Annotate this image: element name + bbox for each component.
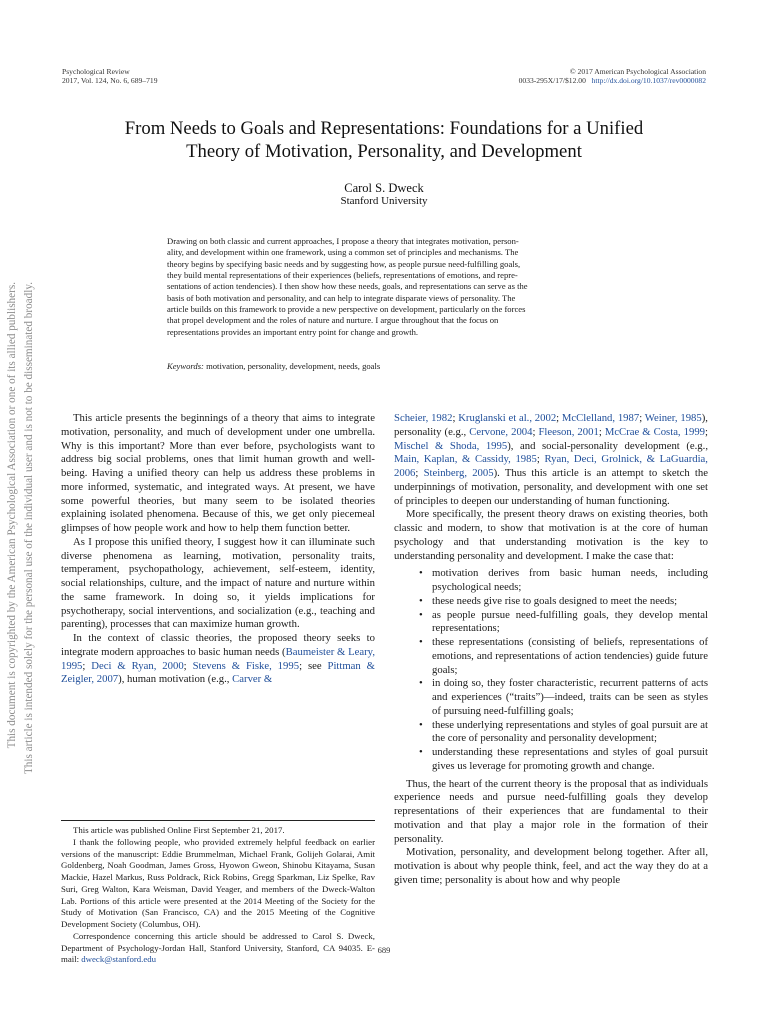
- title-line-1: From Needs to Goals and Representations: Foundations for a Unified: [124, 118, 644, 139]
- citation-link[interactable]: Cervone, 2004: [469, 425, 533, 438]
- text-run: Correspondence concerning this article should be addressed to Carol S. Dweck, Department of Psychology-Jordan Hall, Stanford University, Stanford, CA 94035. E-mail:: [61, 930, 375, 965]
- text-run: ), personality (e.g.,: [394, 412, 708, 438]
- citation-link[interactable]: Baumeister & Leary, 1995: [61, 645, 375, 672]
- footnote-divider: [61, 820, 375, 821]
- keywords: [167, 361, 601, 371]
- bullet-item: [394, 567, 708, 595]
- text-run: ;: [183, 659, 193, 672]
- bullet-icon: •: [419, 608, 423, 621]
- abstract-line: Drawing on both classic and current approaches, I propose a theory that integrates motivation, person-: [167, 236, 519, 246]
- footnote-acknowledgments: I thank the following people, who provided extremely helpful feedback on earlier versions of the manuscript: Eddie Brummelman, Michael Frank, Golijeh Golarai, Amit Goldenberg, Noah Goodman, James Gross, Hyowon Gweon, Shinobu Kitayama, Susan Mackie, Hazel Markus, Russ Poldrack, Rick Robins, Gregg Sparkman, Liz Spelke, Rav Suri, Greg Walton, Kara Weisman, David Yeager, and members of the Dweck-Walton Lab. Portions of this article were presented at the 2014 Meeting of the Society for the Study of Motivation (San Francisco, CA) and the 2015 Meeting of the Cognitive Development Society (Columbus, OH).: [61, 836, 375, 929]
- abstract: [167, 236, 601, 338]
- bullet-icon: •: [419, 594, 423, 607]
- citation-link[interactable]: Fleeson, 2001: [538, 425, 599, 438]
- keywords-text: motivation, personality, development, needs, goals: [203, 361, 381, 371]
- bullet-item: [394, 719, 708, 747]
- abstract-line: theory begins by specifying basic needs and by suggesting how, as people pursue need-fulfilling goals,: [167, 258, 521, 269]
- bullet-item: [394, 636, 708, 677]
- citation-link[interactable]: Carver &: [232, 673, 273, 686]
- abstract-line: sentations of action tendencies). I then show how these needs, goals, and representations can serve as the: [167, 281, 528, 292]
- author-affiliation: Stanford University: [340, 195, 428, 207]
- text-run: ;: [415, 467, 424, 479]
- bullet-text: these needs give rise to goals designed to meet the needs;: [432, 594, 678, 607]
- bullet-icon: •: [419, 677, 423, 690]
- citation-link[interactable]: Scheier, 1982: [394, 412, 453, 424]
- title-line-2: Theory of Motivation, Personality, and Development: [186, 141, 582, 162]
- text-run: ;: [598, 425, 605, 438]
- abstract-line: representations provides an important entry point for change and growth.: [167, 326, 419, 337]
- body-paragraph: Motivation, personality, and development belong together. After all, motivation is about why people think, feel, and act the way they do at a given time; personality is about how and why people: [394, 846, 708, 886]
- text-run: ;: [639, 412, 645, 424]
- running-header-left: [62, 67, 158, 85]
- citation-link[interactable]: Weiner, 1985: [644, 412, 702, 424]
- text-run: ;: [82, 659, 92, 672]
- citation-link[interactable]: Deci & Ryan, 2000: [91, 659, 184, 672]
- abstract-line: basis of both motivation and personality, and can help to integrate disparate views of personality. The: [167, 292, 516, 303]
- citation-link[interactable]: Stevens & Fiske, 1995: [192, 659, 300, 672]
- body-column-left: [61, 412, 375, 687]
- body-paragraph: [394, 412, 708, 508]
- citation-link[interactable]: Main, Kaplan, & Cassidy, 1985: [394, 453, 537, 466]
- claims-bullet-list: [394, 567, 708, 773]
- bullet-item: [394, 595, 708, 609]
- body-column-right: [394, 412, 708, 888]
- page-number: 689: [377, 945, 391, 955]
- bullet-text: these underlying representations and styles of goal pursuit are at the core of personality and personality development;: [432, 718, 708, 745]
- body-paragraph: This article presents the beginnings of a theory that aims to integrate motivation, personality, and much of development under one umbrella. Why is this important? More than ever before, psychologists want to address big social problems, ones that limit human growth and well-being. Having a unified theory can help us address these problems in more informed, systematic, and integrated ways. At present, we have some powerful theories, but many seem to be isolated theories explaining isolated phenomena. Because of this, we get only piecemeal glimpses of how people work and how to help them function better.: [61, 412, 375, 534]
- citation-link[interactable]: Ryan, Deci, Grolnick, & LaGuardia, 2006: [394, 453, 708, 479]
- bullet-icon: •: [419, 746, 423, 758]
- text-run: ;: [705, 425, 708, 438]
- abstract-line: ality, and development within one framework, using a common set of principles and mechanisms. The: [167, 247, 519, 258]
- issn-doi-line: [519, 76, 706, 85]
- keywords-label: Keywords:: [167, 361, 204, 371]
- bullet-text: understanding these representations and styles of goal pursuit gives us leverage for promoting growth and change.: [432, 746, 708, 772]
- bullet-icon: •: [419, 718, 423, 731]
- copyright-side-notice: [4, 282, 44, 775]
- bullet-item: [394, 746, 708, 774]
- body-paragraph: As I propose this unified theory, I suggest how it can illuminate such diverse phenomena as learning, motivation, personality traits, temperament, psychopathology, achievement, self-esteem, identity, social relationships, culture, and the impact of nature and nurture within the same framework. In doing so, it yields implications for psychotherapy, social interventions, and socialization (e.g., teaching and parenting), processes that can maximize human growth.: [61, 535, 375, 631]
- journal-volume: 2017, Vol. 124, No. 6, 689–719: [62, 76, 158, 85]
- citation-link[interactable]: Mischel & Shoda, 1995: [394, 439, 508, 452]
- abstract-line: that propel development and the roles of nature and nurture. I argue throughout that the focus on: [167, 315, 499, 326]
- bullet-text: these representations (consisting of beliefs, representations of emotions, and representations of action tendencies) guide future goals;: [432, 636, 708, 676]
- citation-link[interactable]: Kruglanski et al., 2002: [458, 412, 557, 424]
- text-run: ;: [452, 412, 459, 424]
- citation-link[interactable]: Pittman & Zeigler, 2007: [61, 659, 375, 686]
- citation-link[interactable]: McClelland, 1987: [561, 412, 640, 424]
- bullet-text: motivation derives from basic human needs, including psychological needs;: [432, 567, 708, 593]
- body-paragraph: [61, 632, 375, 687]
- bullet-text: as people pursue need-fulfilling goals, they develop mental representations;: [432, 608, 708, 635]
- abstract-line: article builds on this framework to provide a new perspective on development, particularly on the forces: [167, 304, 526, 315]
- text-run: ). Thus this article is an attempt to sketch the underpinnings of motivation, personality, and development with one set of principles to deepen our understanding of human functioning.: [394, 467, 708, 507]
- citation-link[interactable]: McCrae & Costa, 1999: [604, 425, 706, 438]
- email-link[interactable]: dweck@stanford.edu: [81, 954, 157, 965]
- bullet-icon: •: [419, 636, 423, 648]
- bullet-item: [394, 677, 708, 718]
- text-run: In the context of classic theories, the proposed theory seeks to integrate modern approaches to basic human needs (: [61, 632, 375, 658]
- footnote-published: This article was published Online First September 21, 2017.: [73, 825, 285, 835]
- text-run: ), human motivation (e.g.,: [118, 673, 233, 686]
- issn: 0033-295X/17/$12.00: [518, 76, 586, 85]
- copyright-line: © 2017 American Psychological Association: [569, 67, 706, 76]
- bullet-icon: •: [419, 567, 423, 580]
- journal-name: Psychological Review: [62, 67, 130, 76]
- side-notice-line-1: This document is copyrighted by the American Psychological Association or one of its allied publishers.: [6, 282, 18, 749]
- running-header-right: [519, 67, 706, 85]
- bullet-item: [394, 609, 708, 637]
- side-notice-line-2: This article is intended solely for the personal use of the individual user and is not to be disseminated broadly.: [23, 282, 35, 775]
- text-run: ;: [532, 425, 539, 438]
- text-run: ; see: [299, 659, 328, 672]
- doi-link[interactable]: http://dx.doi.org/10.1037/rev0000082: [591, 76, 706, 85]
- body-paragraph: Thus, the heart of the current theory is the proposal that as individuals experience needs and pursue need-fulfilling goals they develop representations of their experiences that are fundamental to their motivation and that play a major role in the formation of their personality.: [394, 777, 708, 845]
- article-title: [62, 117, 706, 163]
- text-run: ), and social-personality development (e.g.,: [507, 439, 708, 452]
- body-paragraph: More specifically, the present theory draws on existing theories, both classic and modern, to show that motivation is at the core of human psychology and that understanding motivation is the key to understanding personality and development. I make the case that:: [394, 508, 708, 562]
- abstract-line: they build mental representations of their experiences (beliefs, representations of emotions, and repre-: [167, 270, 518, 281]
- author-name: Carol S. Dweck: [344, 181, 424, 195]
- bullet-text: in doing so, they foster characteristic, recurrent patterns of acts and experiences (“traits”)—indeed, traits can be seen as styles of pursuing need-fulfilling goals;: [432, 677, 708, 717]
- text-run: ;: [556, 412, 562, 424]
- text-run: ;: [536, 453, 545, 466]
- citation-link[interactable]: Steinberg, 2005: [423, 467, 494, 479]
